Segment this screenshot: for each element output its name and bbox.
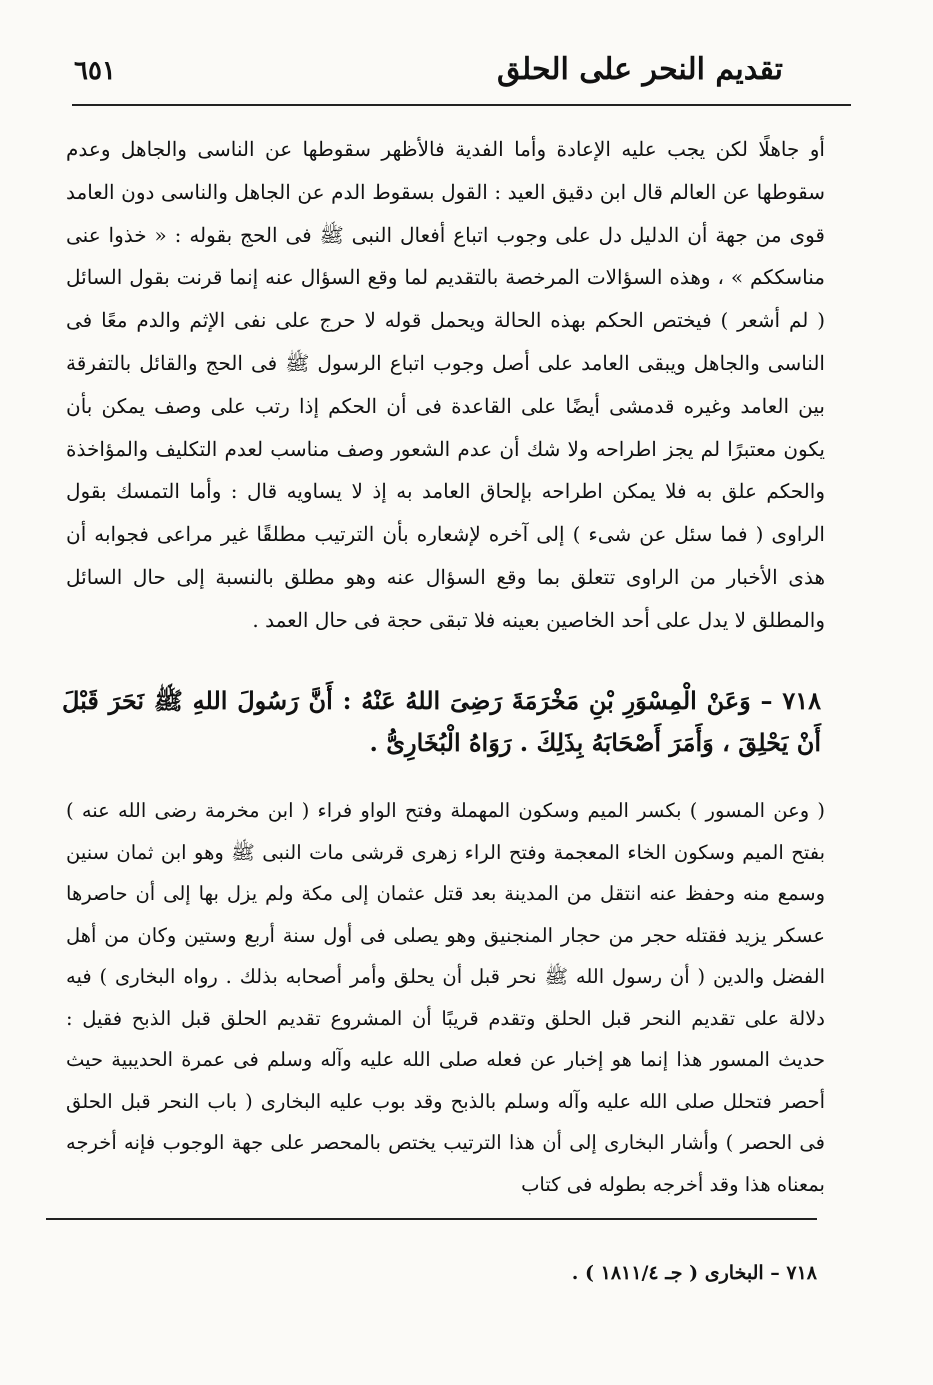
- page-number: ٦٥١: [74, 56, 116, 86]
- footnote: ٧١٨ – البخارى ( جـ ١٨١١/٤ ) .: [571, 1262, 817, 1284]
- commentary-text-2: ( وعن المسور ) بكسر الميم وسكون المهملة وفتح الواو فراء ( ابن مخرمة رضى الله عنه ) بفتح الميم وسكون الخاء المعجمة وفتح الراء زهرى قرشى مات النبى ﷺ وهو ابن ثمان سنين وسمع منه وحفظ عنه انتقل من المدينة بعد قتل عثمان إلى مكة ولم يزل بها إلى أن حاصرها عسكر يزيد فقتله حجر من حجار المنجنيق وهو يصلى فى أول سنة أربع وستين وكان من أهل الفضل والدين ( أن رسول الله ﷺ نحر قبل أن يحلق وأمر أصحابه بذلك . رواه البخارى ) فيه دلالة على تقديم النحر قبل الحلق وتقدم قريبًا أن المشروع تقديم الحلق قبل الذبح فقيل : حديث المسور هذا إنما هو إخبار عن فعله صلى الله عليه وآله وسلم فى عمرة الحديبية حيث أحصر فتحلل صلى الله عليه وآله وسلم بالذبح وقد بوب عليه البخارى ( باب النحر قبل الحلق فى الحصر ) وأشار البخارى إلى أن هذا الترتيب يختص بالمحصر على جهة الوجوب فإنه أخرجه بمعناه هذا وقد أخرجه بطوله فى كتاب: [66, 799, 825, 1196]
- page-title: تقديم النحر على الحلق: [497, 52, 783, 87]
- commentary-paragraph-2: [66, 790, 825, 1205]
- commentary-paragraph-1: [66, 128, 825, 642]
- footnote-divider: [46, 1218, 817, 1220]
- running-header: [60, 52, 871, 94]
- hadith-718: [62, 680, 821, 764]
- commentary-text-1: أو جاهلًا لكن يجب عليه الإعادة وأما الفدية فالأظهر سقوطها عن الناسى والجاهل وعدم سقوطها عن العالم قال ابن دقيق العيد : القول بسقوط الدم عن الجاهل والناسى دون العامد قوى من جهة أن الدليل دل على وجوب اتباع أفعال النبى ﷺ فى الحج بقوله : « خذوا عنى مناسككم » ، وهذه السؤالات المرخصة بالتقديم لما وقع السؤال عنه إنما قرنت بقول السائل ( لم أشعر ) فيختص الحكم بهذه الحالة ويحمل قوله لا حرج على نفى الإثم والدم معًا فى الناسى والجاهل ويبقى العامد على أصل وجوب اتباع الرسول ﷺ فى الحج والقائل بالتفرقة بين العامد وغيره قدمشى أيضًا على القاعدة فى أن الحكم إذا رتب على وصف يمكن بأن يكون معتبرًا لم يجز اطراحه ولا شك أن عدم الشعور وصف مناسب لعدم التكليف والمؤاخذة والحكم علق به فلا يمكن اطراحه بإلحاق العامد به إذ لا يساويه قال : وأما التمسك بقول الراوى ( فما سئل عن شىء ) إلى آخره لإشعاره بأن الترتيب مطلقًا غير مراعى فجوابه أن هذى الأخبار من الراوى تتعلق بما وقع السؤال عنه وهو مطلق بالنسبة إلى حال السائل والمطلق لا يدل على أحد الخاصين بعينه فلا تبقى حجة فى حال العمد .: [66, 137, 826, 632]
- header-divider: [72, 104, 851, 106]
- hadith-text: ٧١٨ – وَعَنْ الْمِسْوَرِ بْنِ مَخْرَمَةَ رَضِىَ اللهُ عَنْهُ : أَنَّ رَسُولَ اللهِ ﷺ نَحَرَ قَبْلَ أَنْ يَحْلِقَ ، وَأَمَرَ أَصْحَابَهُ بِذَلِكَ . رَوَاهُ الْبُخَارِىُّ .: [62, 686, 821, 757]
